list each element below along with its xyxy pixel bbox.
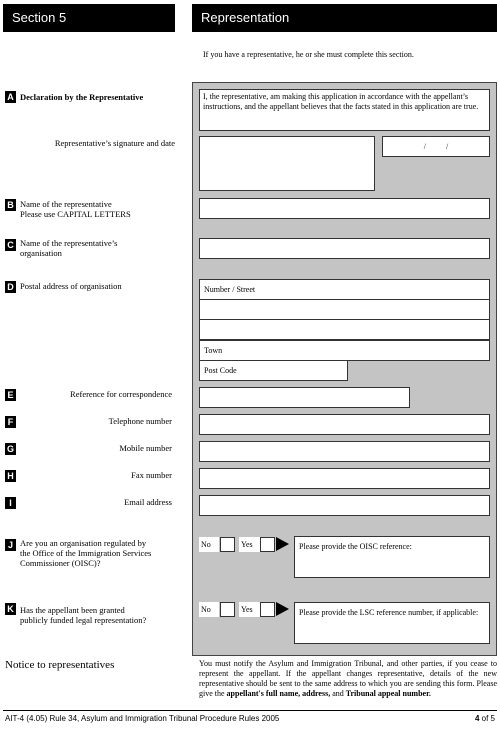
fax-field[interactable] <box>199 468 490 489</box>
oisc-reference-field[interactable] <box>294 536 490 578</box>
name-label <box>20 199 190 219</box>
lsc-question-line2: publicly funded legal representation? <box>20 615 147 625</box>
date-field[interactable] <box>382 136 490 157</box>
oisc-question-line1: Are you an organisation regulated by <box>20 538 147 548</box>
oisc-reference-text: Please provide the OISC reference: <box>299 542 412 551</box>
organisation-label <box>20 238 190 258</box>
postal-address-label: Postal address of organisation <box>20 281 122 291</box>
notice-text-part1: You must notify the Asylum and Immigration Tribunal, and other parties, if you cease to represent the appellant. If the appellant changes representative, details of the new representative should be sent to the same address to which you are sending this form. Please give the <box>199 659 497 698</box>
name-label-line2: Please use CAPITAL LETTERS <box>20 209 131 219</box>
telephone-field[interactable] <box>199 414 490 435</box>
arrow-right-icon <box>276 537 289 551</box>
organisation-label-line2: organisation <box>20 248 62 258</box>
street-placeholder: Number / Street <box>204 285 256 294</box>
notice-bold-1: appellant's full name, address, <box>226 689 331 698</box>
declaration-label: Declaration by the Representative <box>20 92 144 102</box>
signature-label: Representative’s signature and date <box>54 138 175 148</box>
mobile-label: Mobile number <box>119 443 172 453</box>
intro-text: If you have a representative, he or she must complete this section. <box>203 50 414 59</box>
notice-text-part2: and <box>330 689 346 698</box>
section-header: Section 5 <box>3 4 175 32</box>
reference-field[interactable] <box>199 387 410 408</box>
oisc-yes-label: Yes <box>239 537 260 552</box>
badge-k: K <box>5 603 16 615</box>
footer-form-reference: AIT-4 (4.05) Rule 34, Asylum and Immigration Tribunal Procedure Rules 2005 <box>5 714 280 723</box>
oisc-question-line3: Commissioner (OISC)? <box>20 558 101 568</box>
lsc-question-line1: Has the appellant been granted <box>20 605 125 615</box>
lsc-reference-text: Please provide the LSC reference number, if applicable: <box>299 608 479 617</box>
lsc-yes-checkbox[interactable] <box>260 602 275 617</box>
badge-e: E <box>5 389 16 401</box>
telephone-label: Telephone number <box>108 416 172 426</box>
arrow-right-icon <box>276 602 289 616</box>
organisation-name-field[interactable] <box>199 238 490 259</box>
date-separators: / / <box>423 142 449 151</box>
lsc-reference-field[interactable] <box>294 602 490 644</box>
address-line-2-field[interactable] <box>199 299 490 320</box>
declaration-text: I, the representative, am making this application in accordance with the appellant’s instructions, and the appellant believes that the facts stated in this application are true. <box>203 92 479 111</box>
fax-label: Fax number <box>131 470 172 480</box>
footer-divider <box>3 710 497 711</box>
badge-d: D <box>5 281 16 293</box>
badge-f: F <box>5 416 16 428</box>
reference-label: Reference for correspondence <box>70 389 172 399</box>
postcode-field[interactable] <box>199 360 348 381</box>
lsc-no-checkbox[interactable] <box>220 602 235 617</box>
declaration-text-box <box>199 89 490 131</box>
page-title: Representation <box>192 4 497 32</box>
notice-title: Notice to representatives <box>5 659 115 671</box>
email-label: Email address <box>124 497 172 507</box>
street-field[interactable] <box>199 279 490 300</box>
page-total: of 5 <box>479 714 495 723</box>
badge-i: I <box>5 497 16 509</box>
organisation-label-line1: Name of the representative’s <box>20 238 118 248</box>
oisc-question-line2: the Office of the Immigration Services <box>20 548 152 558</box>
signature-field[interactable] <box>199 136 375 191</box>
page-current: 4 <box>474 714 480 723</box>
lsc-yes-label: Yes <box>239 602 260 617</box>
badge-h: H <box>5 470 16 482</box>
postcode-placeholder: Post Code <box>204 366 237 375</box>
lsc-question <box>20 605 192 625</box>
representative-name-field[interactable] <box>199 198 490 219</box>
oisc-question <box>20 538 192 568</box>
badge-j: J <box>5 539 16 551</box>
email-field[interactable] <box>199 495 490 516</box>
name-label-line1: Name of the representative <box>20 199 112 209</box>
badge-b: B <box>5 199 16 211</box>
notice-text <box>199 659 497 699</box>
oisc-no-label: No <box>199 537 219 552</box>
address-line-3-field[interactable] <box>199 319 490 340</box>
town-field[interactable] <box>199 340 490 361</box>
badge-a: A <box>5 91 16 103</box>
notice-bold-2: Tribunal appeal number. <box>345 689 431 698</box>
town-placeholder: Town <box>204 346 223 355</box>
oisc-yes-checkbox[interactable] <box>260 537 275 552</box>
badge-c: C <box>5 239 16 251</box>
badge-g: G <box>6 444 14 454</box>
page-number <box>440 714 495 723</box>
mobile-field[interactable] <box>199 441 490 462</box>
oisc-no-checkbox[interactable] <box>220 537 235 552</box>
lsc-no-label: No <box>199 602 219 617</box>
